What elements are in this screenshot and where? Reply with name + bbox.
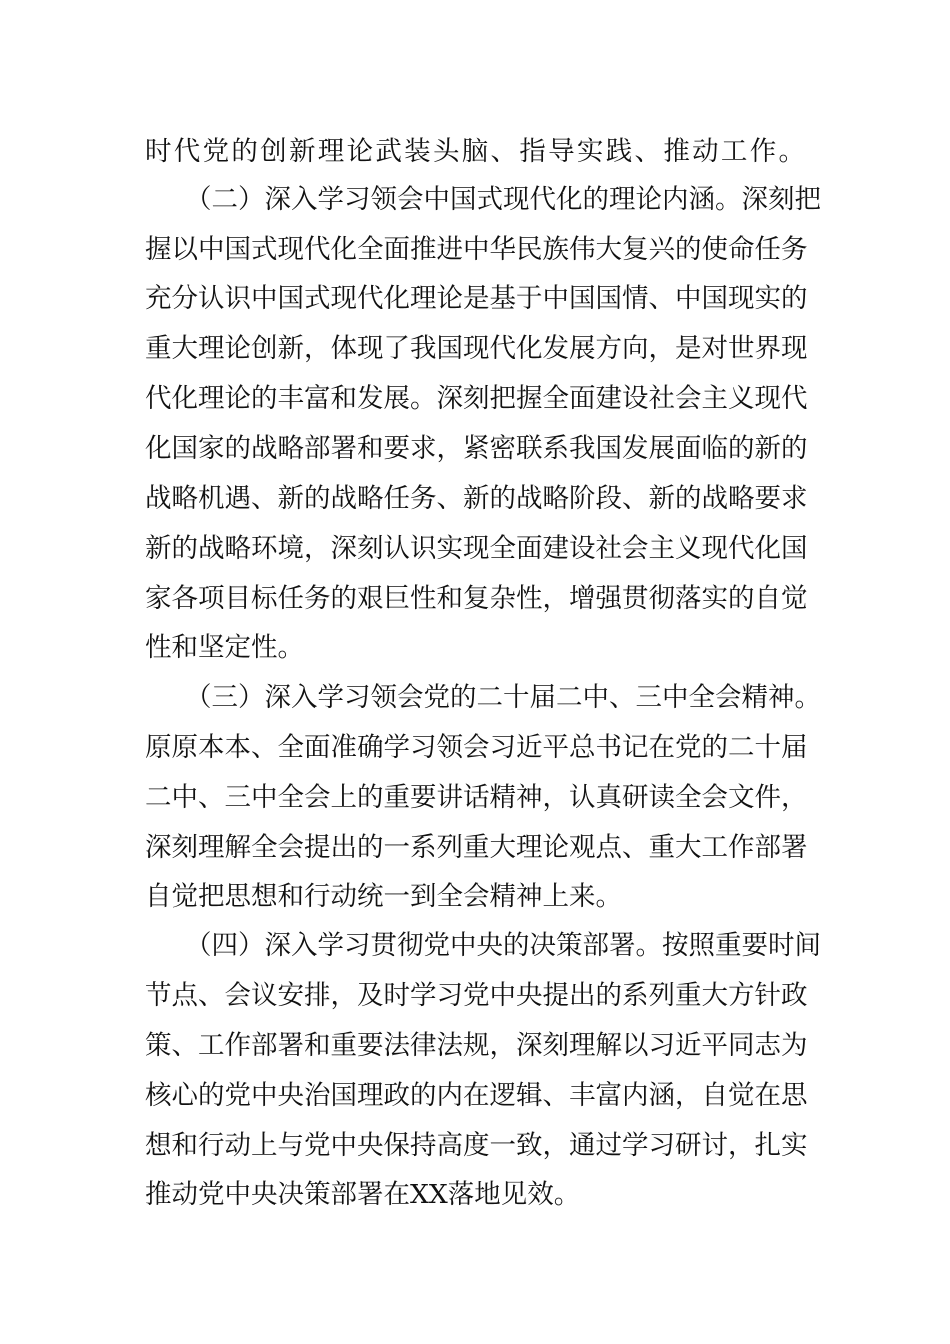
paragraph-2-line: 代化理论的丰富和发展。深刻把握全面建设社会主义现代 [145, 383, 808, 414]
paragraph-2-line: 化国家的战略部署和要求，紧密联系我国发展面临的新的 [145, 433, 808, 464]
paragraph-2-line: 新的战略环境，深刻认识实现全面建设社会主义现代化国 [145, 533, 808, 564]
paragraph-2-line: 重大理论创新，体现了我国现代化发展方向，是对世界现 [145, 333, 808, 364]
paragraph-4-line: 节点、会议安排，及时学习党中央提出的系列重大方针政 [145, 980, 808, 1011]
paragraph-2-line: 充分认识中国式现代化理论是基于中国国情、中国现实的 [145, 283, 808, 314]
paragraph-4-heading-line: （四）深入学习贯彻党中央的决策部署。按照重要时间 [185, 930, 821, 961]
paragraph-4-line-end: 推动党中央决策部署在XX落地见效。 [145, 1179, 581, 1210]
paragraph-3-line-end: 自觉把思想和行动统一到全会精神上来。 [145, 881, 622, 912]
paragraph-2-heading-line: （二）深入学习领会中国式现代化的理论内涵。深刻把 [185, 184, 821, 215]
paragraph-2-line: 战略机遇、新的战略任务、新的战略阶段、新的战略要求 [145, 483, 808, 514]
paragraph-3-heading-line: （三）深入学习领会党的二十届二中、三中全会精神。 [185, 682, 821, 713]
paragraph-3-line: 深刻理解全会提出的一系列重大理论观点、重大工作部署 [145, 832, 808, 863]
paragraph-4-line: 策、工作部署和重要法律法规，深刻理解以习近平同志为 [145, 1030, 808, 1061]
paragraph-2-line-end: 性和坚定性。 [145, 632, 304, 663]
paragraph-4-line: 想和行动上与党中央保持高度一致，通过学习研讨，扎实 [145, 1130, 808, 1161]
paragraph-3-line: 原原本本、全面准确学习领会习近平总书记在党的二十届 [145, 732, 808, 763]
paragraph-2-line: 家各项目标任务的艰巨性和复杂性，增强贯彻落实的自觉 [145, 583, 808, 614]
paragraph-4-line: 核心的党中央治国理政的内在逻辑、丰富内涵，自觉在思 [145, 1080, 808, 1111]
paragraph-2-line: 握以中国式现代化全面推进中华民族伟大复兴的使命任务 [145, 234, 808, 265]
paragraph-3-line: 二中、三中全会上的重要讲话精神，认真研读全会文件， [145, 782, 808, 813]
paragraph-1-line-end: 时代党的创新理论武装头脑、指导实践、推动工作。 [145, 136, 805, 167]
